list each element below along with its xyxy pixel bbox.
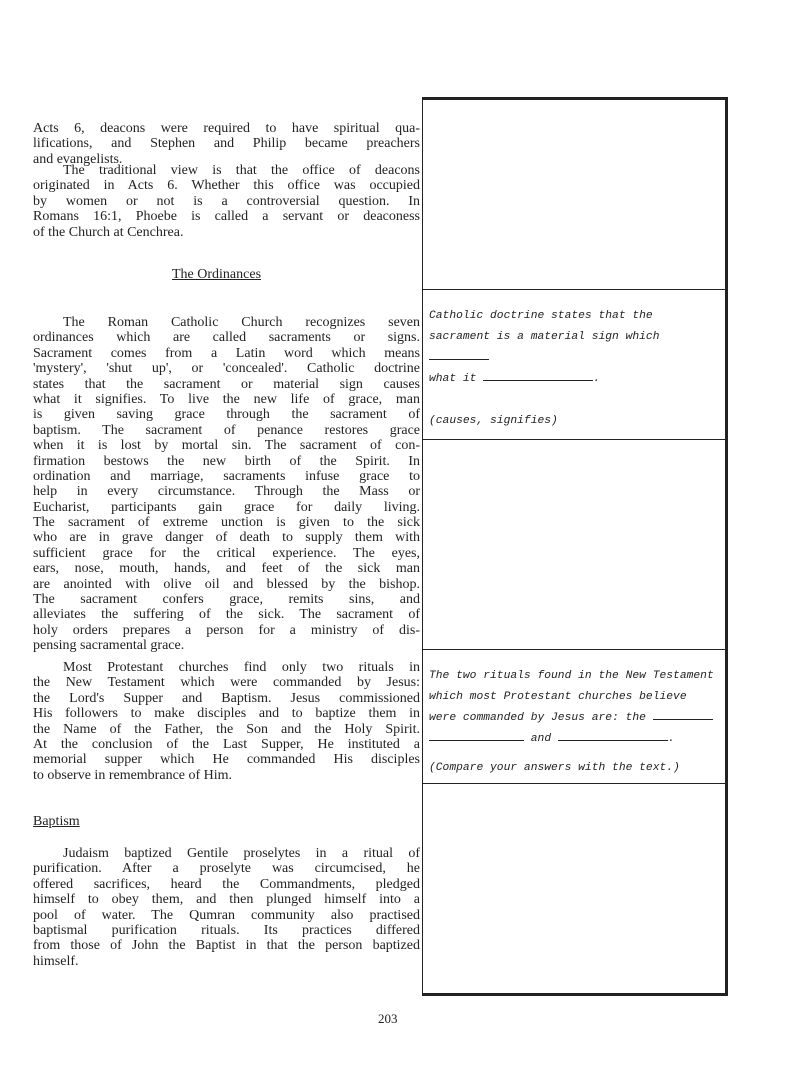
- text-line: The sacrament confers grace, remits sins, and: [33, 592, 420, 608]
- text-line: Acts 6, deacons were required to have spiritual qua-: [33, 121, 420, 136]
- question-box-sacrament: [429, 306, 721, 432]
- answer-key: (causes, signifies): [429, 415, 558, 427]
- text-line: ears, nose, mouth, hands, and feet of the sick man: [33, 561, 420, 577]
- paragraph-judaism-baptism: [33, 846, 420, 969]
- text-line: baptismal purification rituals. Its practices differed: [33, 922, 420, 938]
- paragraph-catholic-sacraments: [33, 315, 420, 654]
- text-line: Most Protestant churches find only two rituals in: [63, 660, 420, 675]
- text-line: 'mystery', 'shut up', or 'concealed'. Catholic doctrine: [33, 361, 420, 377]
- text-line: the Lord's Supper and Baptism. Jesus commissioned: [33, 690, 420, 706]
- text-line: offered sacrifices, heard the Commandments, pledged: [33, 876, 420, 892]
- text-line: memorial supper which He commanded His disciples: [33, 752, 420, 768]
- answer-blank[interactable]: [483, 369, 593, 381]
- text-line: by women or not is a controversial question. In: [33, 193, 420, 209]
- question-line: [429, 729, 721, 750]
- text-line: himself to obey them, and then plunged himself into a: [33, 892, 420, 908]
- question-text: sacrament is a material sign which: [429, 331, 660, 343]
- text-line: of the Church at Cenchrea.: [33, 224, 184, 240]
- text-line: Sacrament comes from a Latin word which means: [33, 345, 420, 361]
- text-line: sufficient grace for the critical experience. The eyes,: [33, 545, 420, 561]
- text-line: the Name of the Father, the Son and the Holy Spirit.: [33, 721, 420, 737]
- period: .: [667, 733, 675, 745]
- divider: [423, 439, 725, 440]
- text-line: The Roman Catholic Church recognizes seven: [63, 315, 420, 330]
- text-line: Judaism baptized Gentile proselytes in a ritual of: [63, 846, 420, 861]
- page-number: 203: [378, 1011, 398, 1026]
- text-line: are anointed with olive oil and blessed by the bishop.: [33, 576, 420, 592]
- text-line: help in every circumstance. Through the Mass or: [33, 484, 420, 500]
- paragraph-protestant-rituals: [33, 660, 420, 783]
- question-line: Catholic doctrine states that the: [429, 310, 653, 322]
- question-text: what it: [429, 373, 477, 385]
- text-line: His followers to make disciples and to baptize them in: [33, 706, 420, 722]
- text-line: pool of water. The Qumran community also practised: [33, 907, 420, 923]
- answer-blank[interactable]: [429, 348, 489, 360]
- text-line: what it signifies. To live the new life of grace, man: [33, 391, 420, 407]
- paragraph-deacons-view: [33, 163, 420, 240]
- paragraph-deacons-continued: [33, 121, 420, 167]
- question-line: [429, 369, 721, 390]
- question-line: [429, 327, 721, 369]
- answer-blank[interactable]: [429, 729, 524, 741]
- heading-baptism: Baptism: [33, 814, 80, 829]
- text-line: himself.: [33, 953, 79, 969]
- question-box-rituals: [429, 666, 721, 779]
- text-line: originated in Acts 6. Whether this office was occupied: [33, 178, 420, 194]
- margin-question-column: [422, 97, 728, 996]
- heading-ordinances: The Ordinances: [172, 267, 262, 282]
- text-line: ordination and marriage, sacraments infuse grace to: [33, 468, 420, 484]
- text-line: pensing sacramental grace.: [33, 638, 185, 654]
- divider: [423, 289, 725, 290]
- text-line: The traditional view is that the office of deacons: [63, 163, 420, 178]
- text-line: to observe in remembrance of Him.: [33, 767, 233, 783]
- answer-blank[interactable]: [558, 729, 668, 741]
- question-text: were commanded by Jesus are: the: [429, 712, 646, 724]
- text-line: and evangelists.: [33, 151, 123, 167]
- text-line: alleviates the suffering of the sick. The sacrament of: [33, 607, 420, 623]
- question-text: and: [530, 733, 552, 745]
- text-line: from those of John the Baptist in that the person baptized: [33, 938, 420, 954]
- text-line: when it is lost by mortal sin. The sacrament of con-: [33, 438, 420, 454]
- answer-blank[interactable]: [653, 708, 713, 720]
- text-line: purification. After a proselyte was circumcised, he: [33, 861, 420, 877]
- question-line: which most Protestant churches believe: [429, 691, 687, 703]
- text-line: ordinances which are called sacraments or signs.: [33, 330, 420, 346]
- text-line: Eucharist, participants gain grace for daily living.: [33, 499, 420, 515]
- period: .: [593, 373, 601, 385]
- text-line: At the conclusion of the Last Supper, He instituted a: [33, 736, 420, 752]
- divider: [423, 783, 725, 784]
- answer-note: (Compare your answers with the text.): [429, 762, 680, 774]
- text-line: states that the sacrament or material sign causes: [33, 376, 420, 392]
- question-line: [429, 708, 721, 729]
- text-line: lifications, and Stephen and Philip became preachers: [33, 136, 420, 152]
- text-line: The sacrament of extreme unction is given to the sick: [33, 515, 420, 531]
- text-line: is given saving grace through the sacrament of: [33, 407, 420, 423]
- question-line: The two rituals found in the New Testament: [429, 670, 714, 682]
- text-line: firmation bestows the new birth of the Spirit. In: [33, 453, 420, 469]
- text-line: baptism. The sacrament of penance restores grace: [33, 422, 420, 438]
- text-line: holy orders prepares a person for a ministry of dis-: [33, 622, 420, 638]
- text-line: the New Testament which were commanded by Jesus:: [33, 675, 420, 691]
- text-line: Romans 16:1, Phoebe is called a servant or deaconess: [33, 209, 420, 225]
- divider: [423, 649, 725, 650]
- text-line: who are in grave danger of death to supply them with: [33, 530, 420, 546]
